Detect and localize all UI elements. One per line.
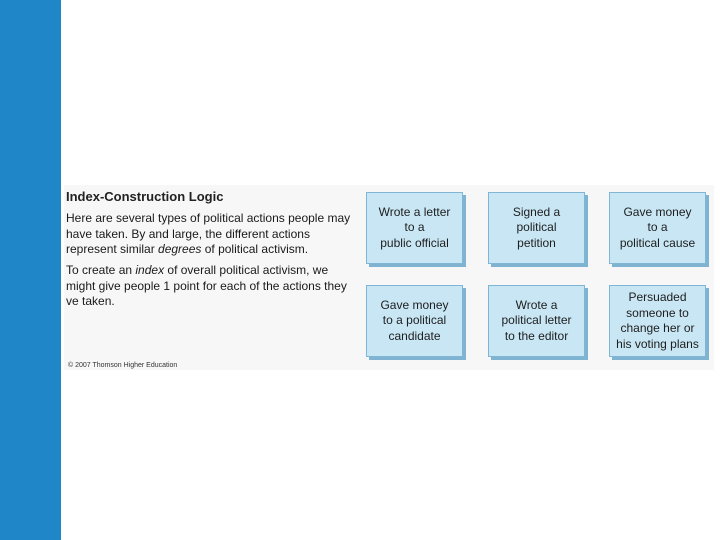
index-text-after: of overall political activism, we might give people 1 point for each of the actions they ve taken. <box>66 263 347 308</box>
action-box: Persuaded someone to change her or his voting plans <box>609 285 706 357</box>
intro-paragraph <box>66 211 356 258</box>
index-construction-figure <box>64 185 714 370</box>
action-box: Wrote a letter to a public official <box>366 192 463 264</box>
index-text-before: To create an <box>66 263 136 277</box>
action-box: Wrote a political letter to the editor <box>488 285 585 357</box>
index-paragraph <box>66 263 356 310</box>
index-emphasis: index <box>135 263 165 277</box>
intro-emphasis: degrees <box>158 242 202 256</box>
action-box: Gave money to a political cause <box>609 192 706 264</box>
intro-text-after: of political activism. <box>201 242 309 256</box>
figure-title: Index-Construction Logic <box>66 189 224 204</box>
action-box: Signed a political petition <box>488 192 585 264</box>
side-accent-bar <box>0 0 61 540</box>
intro-text-before: Here are several types of political actions people may have taken. By and large, the different actions represent similar <box>66 211 351 256</box>
action-box: Gave money to a political candidate <box>366 285 463 357</box>
copyright-notice: © 2007 Thomson Higher Education <box>68 362 178 369</box>
